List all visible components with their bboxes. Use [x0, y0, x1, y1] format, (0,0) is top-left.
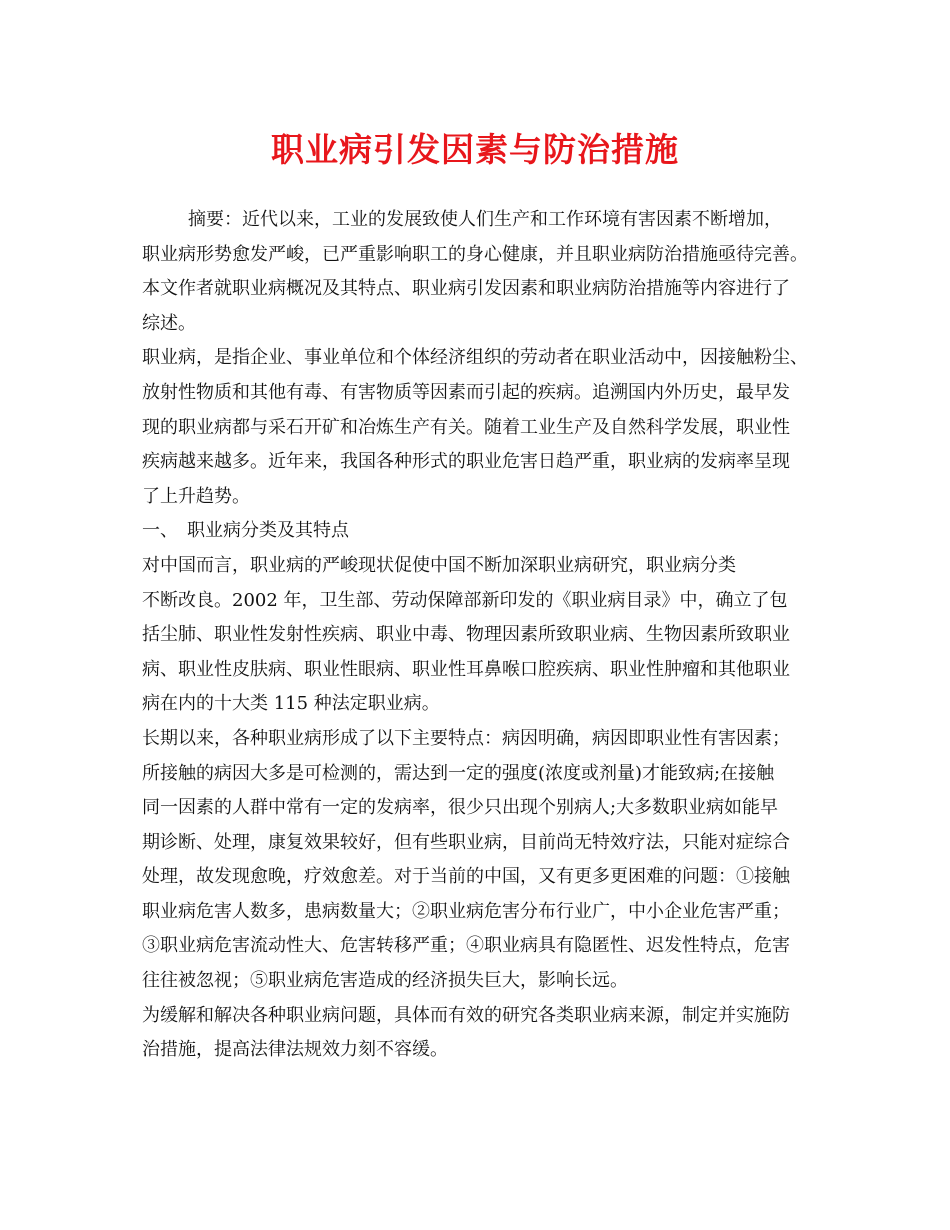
text-line: 职业病形势愈发严峻，已严重影响职工的身心健康，并且职业病防治措施亟待完善。	[142, 243, 808, 265]
text-line: 长期以来，各种职业病形成了以下主要特点：病因明确，病因即职业性有害因素；	[142, 727, 790, 749]
text-line: 期诊断、处理，康复效果较好，但有些职业病，目前尚无特效疗法，只能对症综合	[142, 831, 790, 853]
text-line: 本文作者就职业病概况及其特点、职业病引发因素和职业病防治措施等内容进行了	[142, 278, 790, 300]
section-number: 一、	[142, 520, 178, 542]
text-line: 了上升趋势。	[142, 485, 250, 507]
text-line: 同一因素的人群中常有一定的发病率，很少只出现个别病人;大多数职业病如能早	[142, 797, 779, 819]
conclusion-paragraph	[142, 999, 822, 1068]
text-line: 综述。	[142, 312, 196, 334]
text-line: 为缓解和解决各种职业病问题，具体而有效的研究各类职业病来源，制定并实施防	[142, 1004, 790, 1026]
text-line: 现的职业病都与采石开矿和冶炼生产有关。随着工业生产及自然科学发展，职业性	[142, 416, 790, 438]
text-line: 职业病，是指企业、事业单位和个体经济组织的劳动者在职业活动中，因接触粉尘、	[142, 347, 808, 369]
text-line: ③职业病危害流动性大、危害转移严重；④职业病具有隐匿性、迟发性特点，危害	[142, 935, 790, 957]
text-line: 括尘肺、职业性发射性疾病、职业中毒、物理因素所致职业病、生物因素所致职业	[142, 624, 790, 646]
text-line: 放射性物质和其他有毒、有害物质等因素而引起的疾病。追溯国内外历史，最早发	[142, 381, 790, 403]
text-line: 往往被忽视；⑤职业病危害造成的经济损失巨大，影响长远。	[142, 970, 628, 992]
text-line: 职业病危害人数多，患病数量大；②职业病危害分布行业广，中小企业危害严重；	[142, 900, 790, 922]
text-line: 摘要：近代以来，工业的发展致使人们生产和工作环境有害因素不断增加，	[188, 209, 782, 230]
abstract-paragraph	[142, 203, 822, 341]
text-line: 疾病越来越多。近年来，我国各种形式的职业危害日趋严重，职业病的发病率呈现	[142, 451, 790, 473]
text-line: 病、职业性皮肤病、职业性眼病、职业性耳鼻喉口腔疾病、职业性肿瘤和其他职业	[142, 658, 790, 680]
text-line: 所接触的病因大多是可检测的，需达到一定的强度(浓度或剂量)才能致病;在接触	[142, 762, 775, 784]
text-line: 对中国而言，职业病的严峻现状促使中国不断加深职业病研究，职业病分类	[142, 554, 736, 576]
text-line: 病在内的十大类 115 种法定职业病。	[142, 693, 440, 715]
classification-paragraph	[142, 549, 822, 722]
text-line: 不断改良。2002 年，卫生部、劳动保障部新印发的《职业病目录》中，确立了包	[142, 589, 788, 611]
document-title: 职业病引发因素与防治措施	[271, 130, 679, 169]
text-line: 处理，故发现愈晚，疗效愈差。对于当前的中国，又有更多更困难的问题：①接触	[142, 866, 790, 888]
features-paragraph	[142, 722, 822, 999]
intro-paragraph	[142, 341, 822, 514]
text-line: 治措施，提高法律法规效力刻不容缓。	[142, 1039, 448, 1061]
document-body	[142, 203, 822, 1068]
section-title: 职业病分类及其特点	[187, 520, 349, 542]
section-heading	[142, 514, 822, 549]
